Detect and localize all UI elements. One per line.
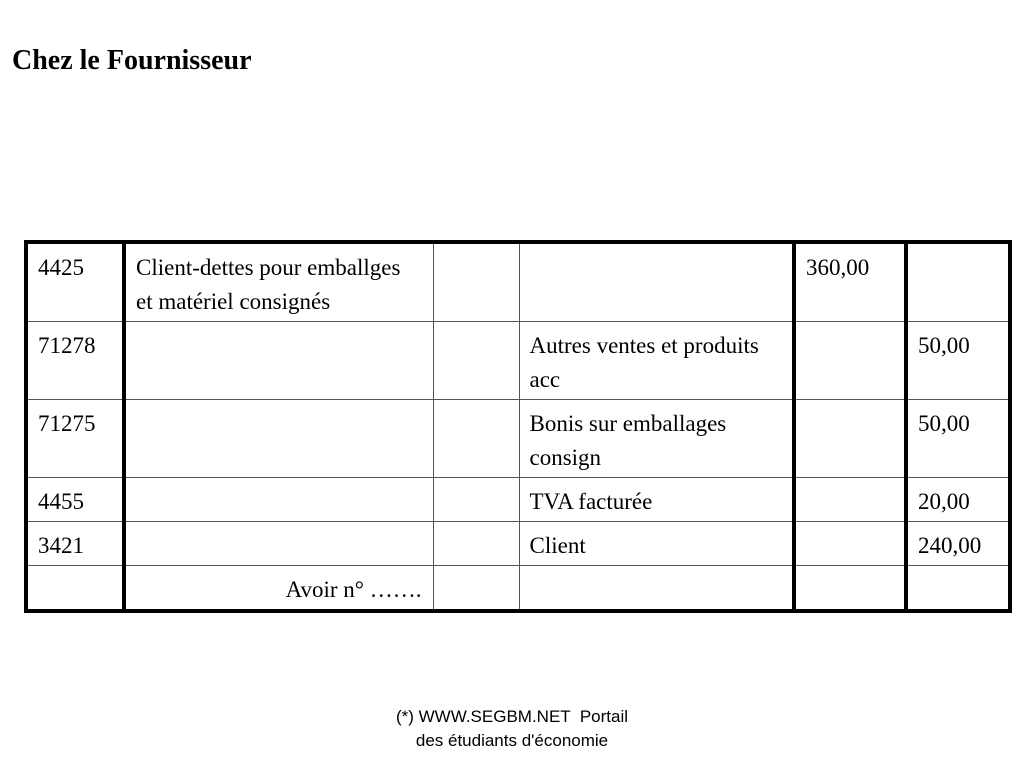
table-row [26, 242, 1010, 322]
reference-cell: Avoir n° ……. [124, 566, 433, 612]
debit-label-cell [124, 322, 433, 400]
account-cell: 3421 [26, 522, 124, 566]
empty-cell [433, 566, 519, 612]
credit-amount-cell: 240,00 [906, 522, 1010, 566]
debit-amount-cell: 360,00 [794, 242, 906, 322]
debit-label-cell [124, 522, 433, 566]
blank-cell [433, 522, 519, 566]
debit-label-cell [124, 478, 433, 522]
account-cell: 71278 [26, 322, 124, 400]
journal-table [24, 240, 1012, 613]
blank-cell [433, 400, 519, 478]
debit-amount-cell [794, 322, 906, 400]
table-row [26, 522, 1010, 566]
empty-cell [26, 566, 124, 612]
credit-label-cell: TVA facturée [519, 478, 794, 522]
empty-cell [519, 566, 794, 612]
debit-label-cell [124, 400, 433, 478]
credit-amount-cell: 50,00 [906, 322, 1010, 400]
debit-amount-cell [794, 400, 906, 478]
credit-label-cell: Bonis sur emballages consign [519, 400, 794, 478]
account-cell: 4455 [26, 478, 124, 522]
page-title: Chez le Fournisseur [12, 45, 252, 76]
credit-amount-cell: 20,00 [906, 478, 1010, 522]
credit-amount-cell: 50,00 [906, 400, 1010, 478]
table-row [26, 478, 1010, 522]
blank-cell [433, 322, 519, 400]
blank-cell [433, 478, 519, 522]
table-row [26, 322, 1010, 400]
blank-cell [433, 242, 519, 322]
account-cell: 4425 [26, 242, 124, 322]
table-row-reference [26, 566, 1010, 612]
debit-amount-cell [794, 522, 906, 566]
credit-amount-cell [906, 242, 1010, 322]
footer-line-1: (*) WWW.SEGBM.NET Portail [395, 707, 629, 726]
table-row [26, 400, 1010, 478]
debit-amount-cell [794, 478, 906, 522]
footer-line-2: des étudiants d'économie [415, 731, 609, 750]
debit-label-cell: Client-dettes pour emballges et matériel consignés [124, 242, 433, 322]
account-cell: 71275 [26, 400, 124, 478]
credit-label-cell [519, 242, 794, 322]
source-footer [312, 705, 712, 753]
empty-cell [794, 566, 906, 612]
empty-cell [906, 566, 1010, 612]
credit-label-cell: Client [519, 522, 794, 566]
credit-label-cell: Autres ventes et produits acc [519, 322, 794, 400]
